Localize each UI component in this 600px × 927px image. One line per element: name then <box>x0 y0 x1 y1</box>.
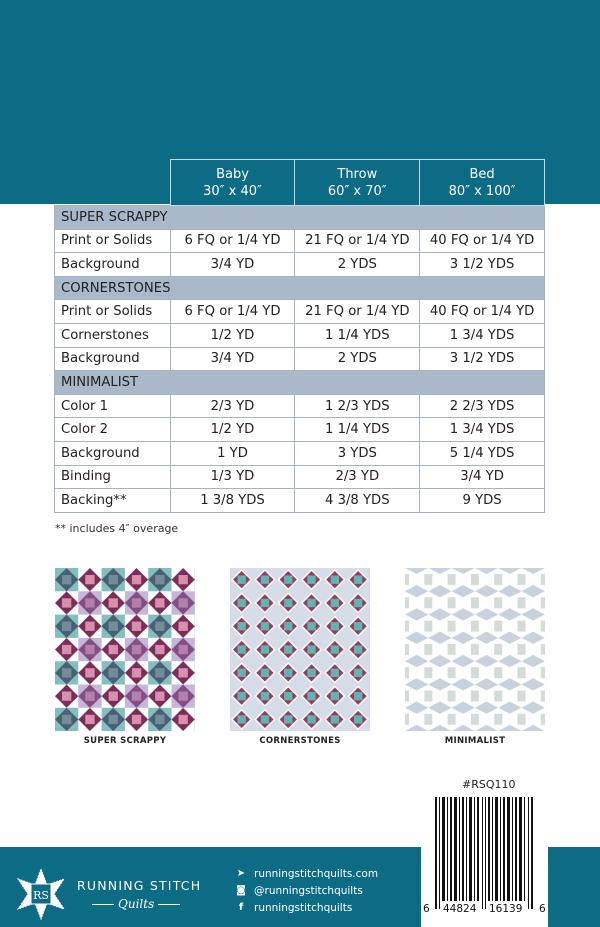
quilt-label: SUPER SCRAPPY <box>83 736 167 746</box>
yardage-table <box>54 159 545 513</box>
table-row: Color 1 2/3 YD 1 2/3 YDS 2 2/3 YDS <box>55 394 545 418</box>
brand-subtitle: Quilts <box>88 897 184 911</box>
instagram-icon: ◙ <box>236 885 246 896</box>
instagram-link[interactable]: ◙ @runningstitchquilts <box>234 882 378 899</box>
table-row: Binding 1/3 YD 2/3 YD 3/4 YD <box>55 465 545 489</box>
quilt-image-cornerstones <box>230 568 370 731</box>
section-title: MINIMALIST <box>55 371 545 395</box>
social-links <box>234 865 378 916</box>
section-title: CORNERSTONES <box>55 276 545 300</box>
table-row: Background 1 YD 3 YDS 5 1/4 YDS <box>55 441 545 465</box>
website-link[interactable]: ➤ runningstitchquilts.com <box>234 865 378 882</box>
cursor-icon: ➤ <box>236 868 246 879</box>
brand-name: RUNNING STITCH <box>77 878 202 893</box>
svg-text:RS: RS <box>33 889 49 902</box>
col-bed: Bed 80″ x 100″ <box>420 160 545 206</box>
table-row: Color 2 1/2 YD 1 1/4 YDS 1 3/4 YDS <box>55 418 545 442</box>
quilt-label: CORNERSTONES <box>259 736 341 746</box>
table-row: Background 3/4 YD 2 YDS 3 1/2 YDS <box>55 347 545 371</box>
table-row: Backing** 1 3/8 YDS 4 3/8 YDS 9 YDS <box>55 489 545 513</box>
section-title: SUPER SCRAPPY <box>55 206 545 230</box>
table-row: Print or Solids 6 FQ or 1/4 YD 21 FQ or 1/4 YD 40 FQ or 1/4 YD <box>55 229 545 253</box>
col-throw: Throw 60″ x 70″ <box>295 160 420 206</box>
quilt-image-minimalist <box>405 568 545 731</box>
facebook-icon: f <box>238 902 244 913</box>
table-row: Cornerstones 1/2 YD 1 1/4 YDS 1 3/4 YDS <box>55 323 545 347</box>
quilt-label: MINIMALIST <box>444 736 506 746</box>
table-row: Print or Solids 6 FQ or 1/4 YD 21 FQ or 1/4 YD 40 FQ or 1/4 YD <box>55 300 545 324</box>
sku-label: #RSQ110 <box>462 778 516 791</box>
table-row: Background 3/4 YD 2 YDS 3 1/2 YDS <box>55 253 545 277</box>
quilt-image-super-scrappy <box>55 568 195 731</box>
barcode: 6 44824 16139 6 <box>421 795 548 927</box>
facebook-link[interactable]: f runningstitchquilts <box>234 899 378 916</box>
col-baby: Baby 30″ x 40″ <box>170 160 295 206</box>
star-logo-icon <box>14 867 68 921</box>
footnote: ** includes 4″ overage <box>55 522 179 535</box>
barcode-bars <box>429 795 541 910</box>
